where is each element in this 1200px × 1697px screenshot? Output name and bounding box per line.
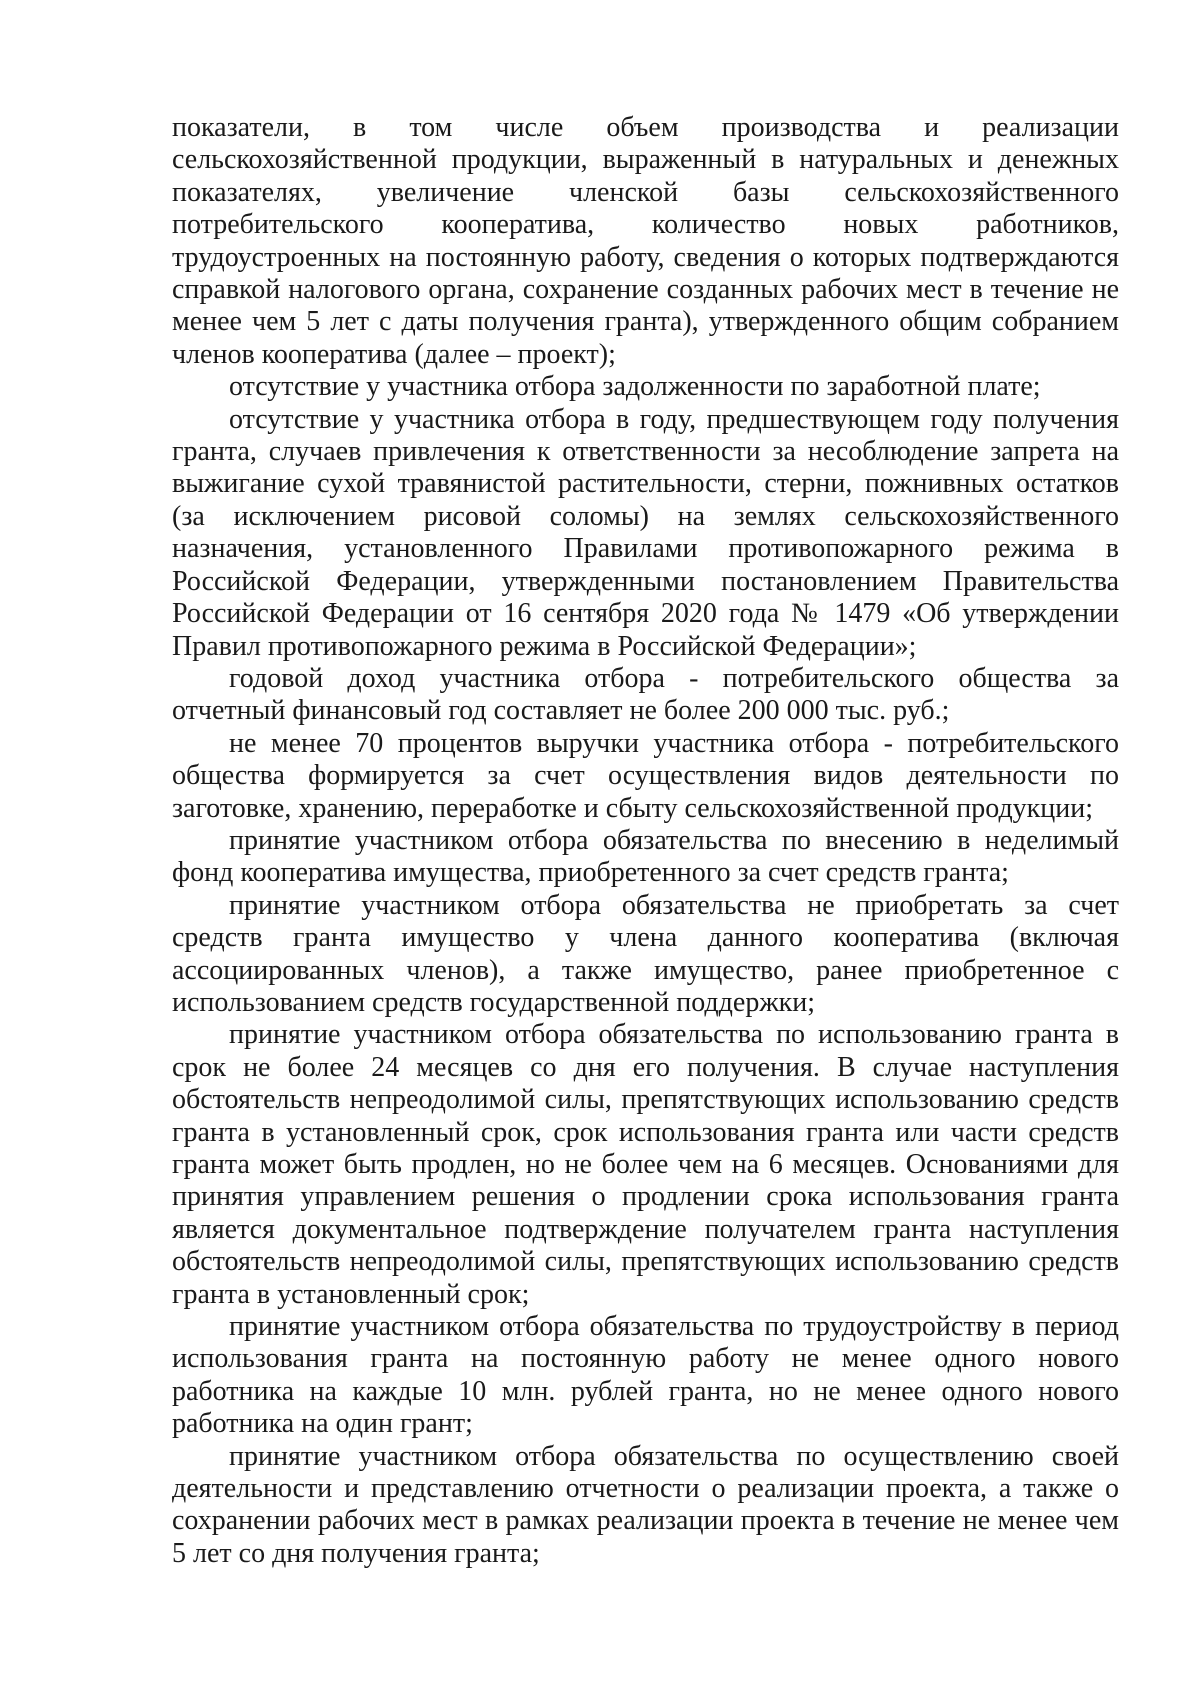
paragraph-reporting-obligation: принятие участником отбора обязательства по осуществлению своей деятельности и представлению отчетности о реализации проекта, а также о сохранении рабочих мест в рамках реализации проекта в течение не менее чем 5 лет со дня получения гранта; [172,1440,1119,1569]
paragraph-no-fire-violations: отсутствие у участника отбора в году, предшествующем году получения гранта, случаев привлечения к ответственности за несоблюдение запрета на выжигание сухой травянистой растительности, стерни, пожнивных остатков (за исключением рисовой соломы) на землях сельскохозяйственного назначения, установленного Правилами противопожарного режима в Российской Федерации, утвержденными постановлением Правительства Российской Федерации от 16 сентября 2020 года № 1479 «Об утверждении Правил противопожарного режима в Российской Федерации»; [172,403,1119,662]
paragraph-employment-obligation: принятие участником отбора обязательства по трудоустройству в период использования гранта на постоянную работу не менее одного нового работника на каждые 10 млн. рублей гранта, но не менее одного нового работника на один грант; [172,1311,1119,1440]
paragraph-no-wage-debt: отсутствие у участника отбора задолженности по заработной плате; [229,371,1041,403]
paragraph-annual-income: годовой доход участника отбора - потребительского общества за отчетный финансовый год составляет не более 200 000 тыс. руб.; [172,662,1119,727]
paragraph-revenue-share: не менее 70 процентов выручки участника отбора - потребительского общества формируется за счет осуществления видов деятельности по заготовке, хранению, переработке и сбыту сельскохозяйственной продукции; [172,727,1119,824]
document-page [172,112,1119,1570]
paragraph-grant-use-term: принятие участником отбора обязательства по использованию гранта в срок не более 24 месяцев со дня его получения. В случае наступления обстоятельств непреодолимой силы, препятствующих использованию средств гранта в установленный срок, срок использования гранта или части средств гранта может быть продлен, но не более чем на 6 месяцев. Основаниями для принятия управлением решения о продлении срока использования гранта является документальное подтверждение получателем гранта наступления обстоятельств непреодолимой силы, препятствующих использованию средств гранта в установленный срок; [172,1019,1119,1310]
paragraph-project-indicators: показатели, в том числе объем производства и реализации сельскохозяйственной продукции, выраженный в натуральных и денежных показателях, увеличение членской базы сельскохозяйственного потребительского кооператива, количество новых работников, трудоустроенных на постоянную работу, сведения о которых подтверждаются справкой налогового органа, сохранение созданных рабочих мест в течение не менее чем 5 лет с даты получения гранта), утвержденного общим собранием членов кооператива (далее – проект); [172,112,1119,370]
paragraph-indivisible-fund: принятие участником отбора обязательства по внесению в неделимый фонд кооператива имущества, приобретенного за счет средств гранта; [172,824,1119,889]
paragraph-no-member-purchases: принятие участником отбора обязательства не приобретать за счет средств гранта имущество у члена данного кооператива (включая ассоциированных членов), а также имущество, ранее приобретенное с использованием средств государственной поддержки; [172,889,1119,1018]
